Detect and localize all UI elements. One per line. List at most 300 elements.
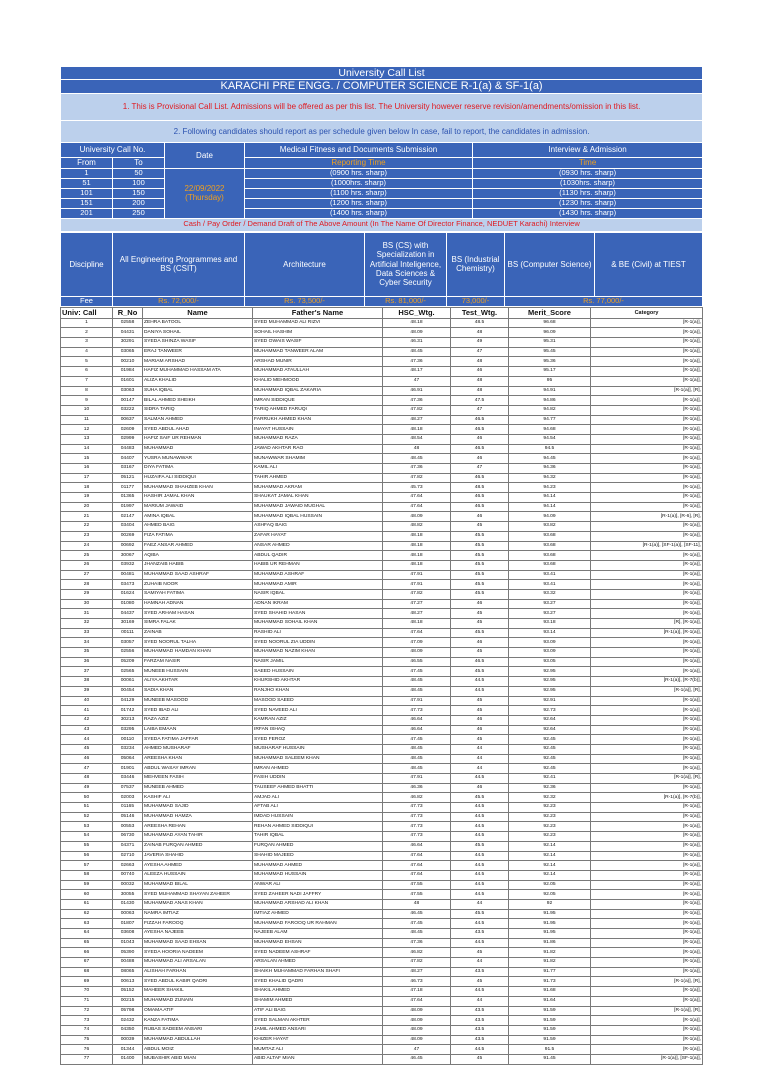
father-name-cell: SHAIKH MUHAMMAD FARHAN SHAFI (253, 967, 383, 977)
hsc-cell: 47 (383, 376, 451, 386)
col-father: Father's Name (253, 307, 383, 318)
table-row (61, 1006, 703, 1016)
r-no-cell: 02556 (113, 648, 143, 658)
name-cell: MUHAMMAD SAAD EHSAN (143, 938, 253, 948)
test-cell: 45.5 (451, 793, 509, 803)
r-no-cell: 00210 (113, 357, 143, 367)
test-cell: 45.5 (451, 589, 509, 599)
univ-call-cell: 11 (61, 415, 113, 425)
merit-cell: 92.95 (509, 677, 591, 687)
father-name-cell: MUHAMMAD AMIR (253, 580, 383, 590)
name-cell: SYED ABDUL AHAD (143, 425, 253, 435)
name-cell: SYEDA HOORIA NADEEM (143, 948, 253, 958)
r-no-cell: 02558 (113, 318, 143, 328)
hsc-cell: 47.73 (383, 822, 451, 832)
test-cell: 45.5 (451, 909, 509, 919)
hsc-cell: 48.18 (383, 560, 451, 570)
test-cell: 44.5 (451, 987, 509, 997)
father-name-cell: SYED KHALID QADRI (253, 977, 383, 987)
table-row (61, 754, 703, 764)
schedule-interview-time: (1230 hrs. sharp) (473, 198, 703, 208)
r-no-cell: 01984 (113, 367, 143, 377)
merit-cell: 92.64 (509, 715, 591, 725)
univ-call-cell: 31 (61, 609, 113, 619)
merit-cell: 91.59 (509, 1035, 591, 1045)
table-row (61, 541, 703, 551)
fee-label: Fee (61, 296, 113, 306)
univ-call-cell: 37 (61, 667, 113, 677)
category-cell: [R-1(a)], (591, 560, 703, 570)
father-name-cell: SHAUKAT JAMAL KHAN (253, 493, 383, 503)
name-cell: ZUHAIB NOOR (143, 580, 253, 590)
r-no-cell: 00553 (113, 822, 143, 832)
table-row (61, 744, 703, 754)
category-cell: [R-1(a)], (591, 851, 703, 861)
category-cell: [R-1(a)], (591, 909, 703, 919)
father-name-cell: ARSHAD MUNIR (253, 357, 383, 367)
univ-call-cell: 26 (61, 560, 113, 570)
test-cell: 44 (451, 996, 509, 1006)
to-header: To (113, 157, 165, 168)
father-name-cell: KHURSHID AKHTAR (253, 677, 383, 687)
univ-call-cell: 62 (61, 909, 113, 919)
hsc-cell: 46.64 (383, 725, 451, 735)
fee-engineering: Rs. 72,000/- (113, 296, 245, 306)
category-cell: [R-1(a)], (591, 1025, 703, 1035)
univ-call-cell: 75 (61, 1035, 113, 1045)
category-cell: [R-1(a)], [SF-1(a)], [SF-11], (591, 541, 703, 551)
univ-call-cell: 45 (61, 744, 113, 754)
category-cell: [R-1(a)], (591, 812, 703, 822)
col-merit: Merit_Score (509, 307, 591, 318)
table-row (61, 793, 703, 803)
r-no-cell: 05209 (113, 657, 143, 667)
category-cell: [R-1(a)], (591, 338, 703, 348)
r-no-cell: 01080 (113, 599, 143, 609)
table-row (61, 648, 703, 658)
category-cell: [R-1(a)], (591, 1045, 703, 1055)
univ-call-cell: 50 (61, 793, 113, 803)
category-cell: [R-1(a)], (591, 483, 703, 493)
name-cell: HAFIZ MUHAMMAD HASSAM ATA (143, 367, 253, 377)
r-no-cell: 00269 (113, 531, 143, 541)
r-no-cell: 02710 (113, 851, 143, 861)
merit-cell: 92.64 (509, 725, 591, 735)
univ-call-cell: 77 (61, 1054, 113, 1064)
table-row (61, 774, 703, 784)
merit-cell: 91.95 (509, 919, 591, 929)
category-cell: [R-1(a)], [R], (591, 686, 703, 696)
univ-call-cell: 7 (61, 376, 113, 386)
hsc-cell: 47.36 (383, 464, 451, 474)
hsc-cell: 47.64 (383, 861, 451, 871)
r-no-cell: 30055 (113, 890, 143, 900)
father-name-cell: SYED NAVEED ALI (253, 706, 383, 716)
schedule-to: 100 (113, 178, 165, 188)
name-cell: MUHAMMAD BILAL (143, 880, 253, 890)
merit-cell: 91.45 (509, 1054, 591, 1064)
father-name-cell: AMJAD ALI (253, 793, 383, 803)
univ-call-cell: 38 (61, 677, 113, 687)
table-row (61, 657, 703, 667)
col-category: Category (591, 307, 703, 318)
table-row (61, 1035, 703, 1045)
univ-call-cell: 53 (61, 822, 113, 832)
univ-call-cell: 48 (61, 774, 113, 784)
hsc-cell: 47.36 (383, 357, 451, 367)
name-cell: SADIA KHAN (143, 686, 253, 696)
hsc-cell: 48.18 (383, 551, 451, 561)
name-cell: MUNEEB AHMED (143, 783, 253, 793)
test-cell: 46.5 (451, 415, 509, 425)
table-row (61, 812, 703, 822)
father-name-cell: ADNAN IKRAM (253, 599, 383, 609)
univ-call-cell: 41 (61, 706, 113, 716)
test-cell: 45 (451, 696, 509, 706)
r-no-cell: 30169 (113, 619, 143, 629)
category-cell: [R-1(a)], (591, 841, 703, 851)
merit-cell: 94.5 (509, 444, 591, 454)
merit-cell: 92.05 (509, 880, 591, 890)
r-no-cell: 00481 (113, 570, 143, 580)
table-row (61, 967, 703, 977)
merit-cell: 91.5 (509, 1045, 591, 1055)
hsc-cell: 48.09 (383, 1035, 451, 1045)
name-cell: NAMRA IMTIAZ (143, 909, 253, 919)
category-cell: [R-1(a)], (591, 919, 703, 929)
test-cell: 43.5 (451, 929, 509, 939)
test-cell: 45.5 (451, 531, 509, 541)
univ-call-cell: 24 (61, 541, 113, 551)
r-no-cell: 01365 (113, 493, 143, 503)
univ-call-cell: 14 (61, 444, 113, 454)
father-name-cell: SYED NADEEM ASHRAF (253, 948, 383, 958)
univ-call-cell: 13 (61, 434, 113, 444)
category-cell: [R-1(a)], (591, 376, 703, 386)
hsc-cell: 47.36 (383, 396, 451, 406)
univ-call-cell: 65 (61, 938, 113, 948)
father-name-cell: MUHAMMAD RAZA (253, 434, 383, 444)
name-cell: HAMNAH ADNAN (143, 599, 253, 609)
hsc-cell: 47.64 (383, 502, 451, 512)
test-cell: 46.5 (451, 493, 509, 503)
hsc-cell: 48 (383, 899, 451, 909)
table-row (61, 909, 703, 919)
name-cell: MUHAMMAD SAJID (143, 803, 253, 813)
test-cell: 45 (451, 619, 509, 629)
category-cell: [R-1(a)], (591, 870, 703, 880)
name-cell: SALMAN AHMED (143, 415, 253, 425)
category-cell: [R-1(a)], (591, 415, 703, 425)
merit-cell: 92.32 (509, 793, 591, 803)
table-row (61, 464, 703, 474)
name-cell: MUNEEB HUSSAIN (143, 667, 253, 677)
hsc-cell: 48.18 (383, 318, 451, 328)
hsc-cell: 47.91 (383, 570, 451, 580)
hsc-cell: 47.91 (383, 774, 451, 784)
test-cell: 44 (451, 764, 509, 774)
table-row (61, 861, 703, 871)
hsc-cell: 48.09 (383, 648, 451, 658)
hsc-cell: 47 (383, 1045, 451, 1055)
name-cell: ALIZA KHALID (143, 376, 253, 386)
hsc-cell: 48.09 (383, 1006, 451, 1016)
univ-call-cell: 15 (61, 454, 113, 464)
hsc-cell: 48.27 (383, 967, 451, 977)
r-no-cell: 05152 (113, 987, 143, 997)
father-name-cell: MUHAMMAD AHMED (253, 861, 383, 871)
category-cell: [R-1(a)], (591, 744, 703, 754)
merit-cell: 93.41 (509, 570, 591, 580)
merit-cell: 92.14 (509, 861, 591, 871)
father-name-cell: INAYAT HUSSAIN (253, 425, 383, 435)
merit-cell: 92.45 (509, 744, 591, 754)
father-name-cell: MUNAWWAR SHAMIM (253, 454, 383, 464)
name-cell: SIDRA TARIQ (143, 405, 253, 415)
merit-cell: 96.09 (509, 328, 591, 338)
r-no-cell: 07537 (113, 783, 143, 793)
table-row (61, 531, 703, 541)
father-name-cell: AFTAB ALI (253, 803, 383, 813)
univ-call-cell: 56 (61, 851, 113, 861)
hsc-cell: 47.73 (383, 812, 451, 822)
test-cell: 44.5 (451, 870, 509, 880)
test-cell: 44.5 (451, 861, 509, 871)
category-cell: [R-1(a)], [R], (591, 1006, 703, 1016)
test-cell: 45.5 (451, 551, 509, 561)
test-cell: 46 (451, 599, 509, 609)
category-cell: [R-1(a)], (591, 551, 703, 561)
univ-call-cell: 28 (61, 580, 113, 590)
test-cell: 46 (451, 638, 509, 648)
father-name-cell: KAMRAN AZIZ (253, 715, 383, 725)
category-cell: [R-1(a)], (591, 696, 703, 706)
test-cell: 48 (451, 357, 509, 367)
r-no-cell: 06730 (113, 832, 143, 842)
hsc-cell: 45.73 (383, 483, 451, 493)
r-no-cell: 00061 (113, 677, 143, 687)
hsc-cell: 47.45 (383, 667, 451, 677)
r-no-cell: 03295 (113, 725, 143, 735)
r-no-cell: 03065 (113, 347, 143, 357)
category-cell: [R-1(a)], (591, 1016, 703, 1026)
table-row (61, 1016, 703, 1026)
merit-cell: 92.14 (509, 841, 591, 851)
merit-cell: 92.05 (509, 890, 591, 900)
merit-cell: 91.86 (509, 938, 591, 948)
category-cell: [R-1(a)], (591, 803, 703, 813)
table-row (61, 735, 703, 745)
test-cell: 46 (451, 512, 509, 522)
test-cell: 43.5 (451, 1025, 509, 1035)
univ-call-cell: 43 (61, 725, 113, 735)
category-cell: [R-1(a)], (591, 822, 703, 832)
univ-call-cell: 18 (61, 483, 113, 493)
hsc-cell: 47.64 (383, 851, 451, 861)
merit-cell: 93.09 (509, 638, 591, 648)
univ-call-cell: 54 (61, 832, 113, 842)
category-cell: [R-1(a)], (591, 899, 703, 909)
table-row (61, 677, 703, 687)
merit-cell: 94.45 (509, 454, 591, 464)
discipline-table (60, 232, 703, 307)
father-name-cell: SHAMIM AHMED (253, 996, 383, 1006)
name-cell: KANZA FATIMA (143, 1016, 253, 1026)
test-cell: 48.5 (451, 483, 509, 493)
merit-cell: 93.14 (509, 628, 591, 638)
univ-call-cell: 42 (61, 715, 113, 725)
father-name-cell: ARSALAN AHMED (253, 958, 383, 968)
r-no-cell: 02999 (113, 434, 143, 444)
r-no-cell: 05798 (113, 1006, 143, 1016)
univ-call-cell: 17 (61, 473, 113, 483)
test-cell: 48.5 (451, 318, 509, 328)
table-row (61, 328, 703, 338)
test-cell: 46.5 (451, 657, 509, 667)
category-cell: [R-1(a)], (591, 783, 703, 793)
table-row (61, 560, 703, 570)
category-cell: [R-1(a)], (591, 580, 703, 590)
table-row (61, 396, 703, 406)
schedule-date: 22/09/2022 (Thursday) (165, 168, 245, 218)
r-no-cell: 02609 (113, 425, 143, 435)
name-cell: DIYA FATIMA (143, 464, 253, 474)
category-cell: [R-1(a)], (591, 648, 703, 658)
father-name-cell: SYED MUHAMMAD ALI RIZVI (253, 318, 383, 328)
category-cell: [R-1(a)], (591, 958, 703, 968)
category-cell: [R-1(a)], (591, 570, 703, 580)
father-name-cell: MUHAMMAD EHSAN (253, 938, 383, 948)
category-cell: [R-1(a)], (591, 609, 703, 619)
hsc-cell: 48.45 (383, 754, 451, 764)
father-name-cell: MUHAMMAD TANWEER ALAM (253, 347, 383, 357)
r-no-cell: 04407 (113, 454, 143, 464)
r-no-cell: 00110 (113, 735, 143, 745)
univ-call-cell: 70 (61, 987, 113, 997)
r-no-cell: 00637 (113, 415, 143, 425)
father-name-cell: MUHAMMAD AKRAM (253, 483, 383, 493)
test-cell: 45 (451, 735, 509, 745)
hsc-cell: 48.45 (383, 764, 451, 774)
test-cell: 46 (451, 783, 509, 793)
father-name-cell: MUHAMMAD ATAULLAH (253, 367, 383, 377)
merit-cell: 93.09 (509, 648, 591, 658)
father-name-cell: ANSAR AHMED (253, 541, 383, 551)
univ-call-cell: 20 (61, 502, 113, 512)
name-cell: JAVERIA SHAHID (143, 851, 253, 861)
category-cell: [R-1(a)], (591, 996, 703, 1006)
name-cell: MEHVEEN FASIH (143, 774, 253, 784)
category-cell: [R-1(a)], (591, 396, 703, 406)
name-cell: BILAL AHMED SHEIKH (143, 396, 253, 406)
r-no-cell: 03446 (113, 774, 143, 784)
father-name-cell: REHAN AHMED SIDDIQUI (253, 822, 383, 832)
univ-call-cell: 68 (61, 967, 113, 977)
table-row (61, 851, 703, 861)
r-no-cell: 00111 (113, 628, 143, 638)
merit-cell: 95.36 (509, 357, 591, 367)
hsc-cell: 47.64 (383, 996, 451, 1006)
category-cell: [R-1(a)], (591, 715, 703, 725)
schedule-report-time: (1000hrs. sharp) (245, 178, 473, 188)
father-name-cell: ASHFAQ BAIG (253, 522, 383, 532)
name-cell: MARIUM JAWAID (143, 502, 253, 512)
merit-cell: 94.82 (509, 405, 591, 415)
time-header: Time (473, 157, 703, 168)
table-row (61, 919, 703, 929)
r-no-cell: 01400 (113, 1054, 143, 1064)
father-name-cell: MUHAMMAD ASHRAF (253, 570, 383, 580)
test-cell: 44.5 (451, 890, 509, 900)
category-cell: [R-1(a)], (591, 425, 703, 435)
from-header: From (61, 157, 113, 168)
fee-architecture: Rs. 73,500/- (245, 296, 365, 306)
schedule-interview-time: (1430 hrs. sharp) (473, 208, 703, 218)
hsc-cell: 48.45 (383, 686, 451, 696)
schedule-from: 151 (61, 198, 113, 208)
father-name-cell: ABID ALTAF MIAN (253, 1054, 383, 1064)
name-cell: MUHAMMAD ABDULLAH (143, 1035, 253, 1045)
table-row (61, 996, 703, 1006)
hsc-cell: 47.73 (383, 803, 451, 813)
r-no-cell: 03063 (113, 386, 143, 396)
merit-cell: 91.59 (509, 1025, 591, 1035)
hsc-cell: 46.82 (383, 948, 451, 958)
father-name-cell: MASOOD SAEED (253, 696, 383, 706)
r-no-cell: 02147 (113, 512, 143, 522)
hsc-cell: 46.45 (383, 1054, 451, 1064)
r-no-cell: 00147 (113, 396, 143, 406)
r-no-cell: 04483 (113, 444, 143, 454)
table-row (61, 512, 703, 522)
univ-call-cell: 25 (61, 551, 113, 561)
name-cell: SYEDA FATIMA JAFFAR (143, 735, 253, 745)
hsc-cell: 47.55 (383, 880, 451, 890)
table-row (61, 890, 703, 900)
table-row (61, 551, 703, 561)
name-cell: MUHAMMAD HAMDAN KHAN (143, 648, 253, 658)
name-cell: MUHAMMAD ANAS KHAN (143, 899, 253, 909)
category-cell: [R-1(a)], (591, 1035, 703, 1045)
category-cell: [R-1(a)], [SF-1(a)], (591, 1054, 703, 1064)
name-cell: FIZZAH FAROOQ (143, 919, 253, 929)
table-row (61, 987, 703, 997)
name-cell: HUZAIFA ALI SIDDIQUI (143, 473, 253, 483)
univ-call-cell: 3 (61, 338, 113, 348)
hsc-cell: 46.36 (383, 783, 451, 793)
univ-call-cell: 4 (61, 347, 113, 357)
merit-cell: 91.73 (509, 977, 591, 987)
test-cell: 44.5 (451, 774, 509, 784)
univ-call-cell: 69 (61, 977, 113, 987)
name-cell: MARIAM ARSHAD (143, 357, 253, 367)
test-cell: 45.5 (451, 667, 509, 677)
univ-call-cell: 60 (61, 890, 113, 900)
father-name-cell: IMDAD HUSSAIN (253, 812, 383, 822)
hsc-cell: 47.73 (383, 832, 451, 842)
univ-call-cell: 29 (61, 589, 113, 599)
category-cell: [R-1(a)], (591, 638, 703, 648)
name-cell: KASHIF ALI (143, 793, 253, 803)
father-name-cell: SHAKIL AHMED (253, 987, 383, 997)
father-name-cell: SYED ZAHEER NADI JAFFRY (253, 890, 383, 900)
list-subtitle: KARACHI PRE ENGG. / COMPUTER SCIENCE R-1(a) & SF-1(a) (61, 80, 703, 94)
table-row (61, 706, 703, 716)
father-name-cell: RASHID ALI (253, 628, 383, 638)
father-name-cell: TAHIR IQBAL (253, 832, 383, 842)
table-row (61, 434, 703, 444)
category-cell: [R-1(a)], [R-7(b)], (591, 793, 703, 803)
